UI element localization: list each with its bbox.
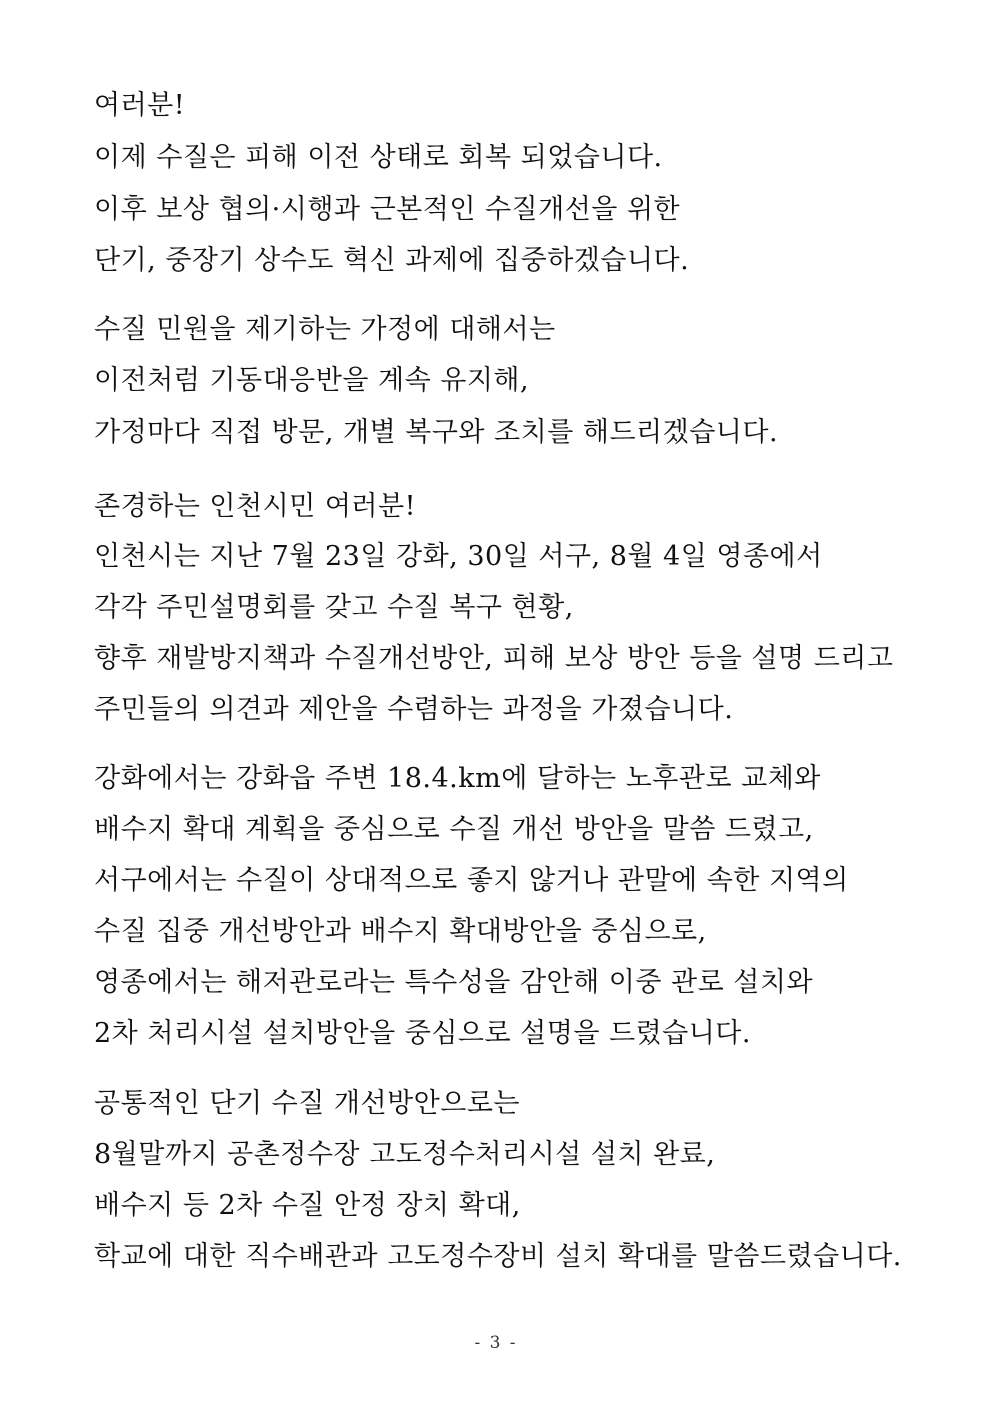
paragraph-5-line-1: 공통적인 단기 수질 개선방안으로는 xyxy=(94,1088,520,1119)
paragraph-3-line-5: 주민들의 의견과 제안을 수렴하는 과정을 가졌습니다. xyxy=(94,694,734,725)
paragraph-3-line-3: 각각 주민설명회를 갖고 수질 복구 현황, xyxy=(94,592,574,623)
page-number: - 3 - xyxy=(474,1333,518,1353)
paragraph-2-line-1: 수질 민원을 제기하는 가정에 대해서는 xyxy=(94,314,556,345)
paragraph-5-line-3: 배수지 등 2차 수질 안정 장치 확대, xyxy=(94,1190,521,1221)
paragraph-1-line-4: 단기, 중장기 상수도 혁신 과제에 집중하겠습니다. xyxy=(94,245,690,276)
paragraph-4-line-2: 배수지 확대 계획을 중심으로 수질 개선 방안을 말씀 드렸고, xyxy=(94,814,814,845)
paragraph-4-line-5: 영종에서는 해저관로라는 특수성을 감안해 이중 관로 설치와 xyxy=(94,967,814,998)
paragraph-1-line-3: 이후 보상 협의·시행과 근본적인 수질개선을 위한 xyxy=(94,194,681,225)
paragraph-2-line-3: 가정마다 직접 방문, 개별 복구와 조치를 해드리겠습니다. xyxy=(94,417,779,448)
paragraph-4-line-1: 강화에서는 강화읍 주변 18.4.km에 달하는 노후관로 교체와 xyxy=(94,763,821,794)
paragraph-4-line-6: 2차 처리시설 설치방안을 중심으로 설명을 드렸습니다. xyxy=(94,1018,751,1049)
paragraph-5-line-4: 학교에 대한 직수배관과 고도정수장비 설치 확대를 말씀드렸습니다. xyxy=(94,1241,902,1272)
paragraph-2-line-2: 이전처럼 기동대응반을 계속 유지해, xyxy=(94,365,530,396)
paragraph-1-line-2: 이제 수질은 피해 이전 상태로 회복 되었습니다. xyxy=(94,142,663,173)
paragraph-4-line-4: 수질 집중 개선방안과 배수지 확대방안을 중심으로, xyxy=(94,916,707,947)
paragraph-3-line-1: 존경하는 인천시민 여러분! xyxy=(94,491,416,522)
paragraph-1-line-1: 여러분! xyxy=(94,90,186,121)
paragraph-3-line-2: 인천시는 지난 7월 23일 강화, 30일 서구, 8월 4일 영종에서 xyxy=(94,541,823,572)
paragraph-5-line-2: 8월말까지 공촌정수장 고도정수처리시설 설치 완료, xyxy=(94,1139,716,1170)
paragraph-3-line-4: 향후 재발방지책과 수질개선방안, 피해 보상 방안 등을 설명 드리고 xyxy=(94,643,894,674)
paragraph-4-line-3: 서구에서는 수질이 상대적으로 좋지 않거나 관말에 속한 지역의 xyxy=(94,865,849,896)
